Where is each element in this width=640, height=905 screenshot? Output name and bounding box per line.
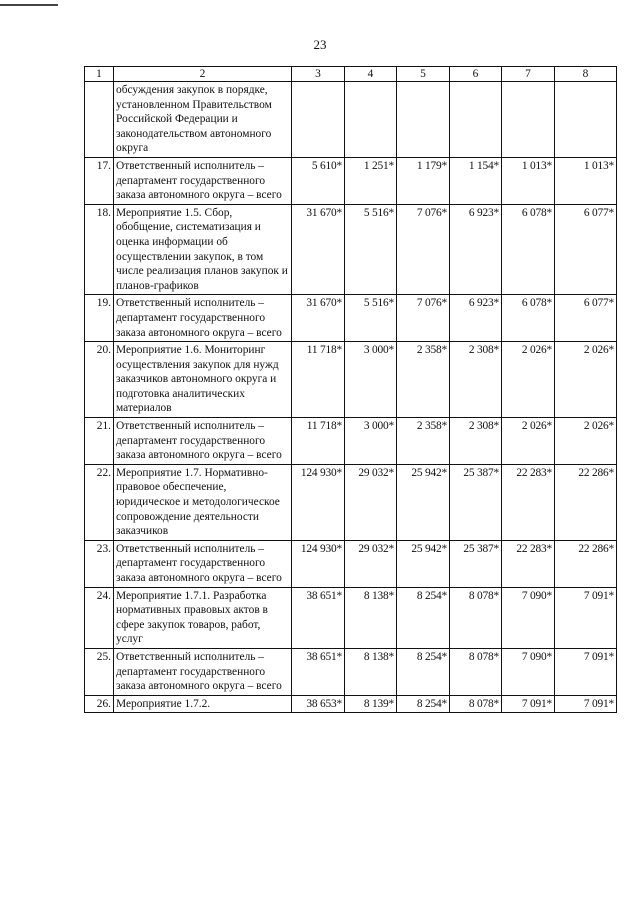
value-col-6: 2 308* [450, 342, 502, 418]
value-col-8: 6 077* [555, 295, 617, 342]
table-row [85, 82, 617, 158]
top-rule [0, 4, 58, 6]
value-col-4: 8 139* [345, 695, 397, 713]
row-description: Ответственный исполнитель – департамент государственного заказа автономного округа – всего [114, 295, 292, 342]
value-col-5 [397, 82, 450, 158]
value-col-7: 2 026* [502, 418, 555, 465]
table-body [85, 82, 617, 713]
value-col-3: 38 651* [292, 587, 345, 648]
col-header-4: 4 [345, 67, 397, 82]
value-col-8: 7 091* [555, 587, 617, 648]
value-col-7: 6 078* [502, 204, 555, 295]
table-row [85, 295, 617, 342]
value-col-5: 7 076* [397, 204, 450, 295]
value-col-8: 2 026* [555, 342, 617, 418]
col-header-7: 7 [502, 67, 555, 82]
value-col-6: 25 387* [450, 464, 502, 540]
row-number: 26. [85, 695, 114, 713]
value-col-5: 2 358* [397, 342, 450, 418]
value-col-8: 7 091* [555, 648, 617, 695]
value-col-4 [345, 82, 397, 158]
table-row [85, 418, 617, 465]
row-number: 18. [85, 204, 114, 295]
row-number: 23. [85, 540, 114, 587]
value-col-8: 2 026* [555, 418, 617, 465]
row-number: 21. [85, 418, 114, 465]
value-col-4: 1 251* [345, 157, 397, 204]
value-col-6 [450, 82, 502, 158]
value-col-4: 5 516* [345, 204, 397, 295]
value-col-4: 3 000* [345, 418, 397, 465]
row-description: Ответственный исполнитель – департамент государственного заказа автономного округа – всего [114, 418, 292, 465]
row-description: Мероприятие 1.6. Мониторинг осуществления закупок для нужд заказчиков автономного округа и подготовка аналитических материалов [114, 342, 292, 418]
row-number: 20. [85, 342, 114, 418]
page-number: 23 [313, 37, 327, 52]
row-description: Мероприятие 1.7.1. Разработка нормативных правовых актов в сфере закупок товаров, работ, услуг [114, 587, 292, 648]
value-col-6: 6 923* [450, 204, 502, 295]
value-col-3: 11 718* [292, 342, 345, 418]
value-col-4: 5 516* [345, 295, 397, 342]
value-col-7: 7 090* [502, 648, 555, 695]
value-col-5: 25 942* [397, 464, 450, 540]
value-col-7: 7 091* [502, 695, 555, 713]
table-row [85, 540, 617, 587]
table-row [85, 342, 617, 418]
value-col-3: 5 610* [292, 157, 345, 204]
value-col-7 [502, 82, 555, 158]
row-description: Мероприятие 1.7.2. [114, 695, 292, 713]
value-col-3: 11 718* [292, 418, 345, 465]
value-col-5: 2 358* [397, 418, 450, 465]
value-col-3: 31 670* [292, 204, 345, 295]
row-number: 25. [85, 648, 114, 695]
row-number: 24. [85, 587, 114, 648]
value-col-5: 25 942* [397, 540, 450, 587]
row-description: обсуждения закупок в порядке, установленном Правительством Российской Федерации и законодательством автономного округа [114, 82, 292, 158]
value-col-3 [292, 82, 345, 158]
value-col-4: 8 138* [345, 648, 397, 695]
table-row [85, 157, 617, 204]
value-col-7: 22 283* [502, 540, 555, 587]
value-col-4: 29 032* [345, 540, 397, 587]
col-header-8: 8 [555, 67, 617, 82]
table-row [85, 464, 617, 540]
table-row [85, 204, 617, 295]
value-col-3: 31 670* [292, 295, 345, 342]
value-col-5: 1 179* [397, 157, 450, 204]
value-col-4: 8 138* [345, 587, 397, 648]
value-col-5: 8 254* [397, 587, 450, 648]
value-col-6: 8 078* [450, 695, 502, 713]
row-description: Ответственный исполнитель – департамент государственного заказа автономного округа – всего [114, 540, 292, 587]
table-header-row [85, 67, 617, 82]
value-col-7: 22 283* [502, 464, 555, 540]
col-header-6: 6 [450, 67, 502, 82]
col-header-1: 1 [85, 67, 114, 82]
value-col-8: 22 286* [555, 540, 617, 587]
value-col-8 [555, 82, 617, 158]
value-col-4: 29 032* [345, 464, 397, 540]
row-number: 19. [85, 295, 114, 342]
value-col-7: 2 026* [502, 342, 555, 418]
row-description: Ответственный исполнитель – департамент государственного заказа автономного округа – всего [114, 648, 292, 695]
value-col-6: 25 387* [450, 540, 502, 587]
value-col-7: 6 078* [502, 295, 555, 342]
value-col-5: 8 254* [397, 648, 450, 695]
row-description: Мероприятие 1.5. Сбор, обобщение, систематизация и оценка информации об осуществлении закупок, в том числе реализация планов закупок и планов-графиков [114, 204, 292, 295]
value-col-6: 2 308* [450, 418, 502, 465]
value-col-8: 1 013* [555, 157, 617, 204]
value-col-5: 8 254* [397, 695, 450, 713]
row-number: 22. [85, 464, 114, 540]
row-number [85, 82, 114, 158]
value-col-8: 22 286* [555, 464, 617, 540]
value-col-6: 1 154* [450, 157, 502, 204]
row-description: Ответственный исполнитель – департамент государственного заказа автономного округа – всего [114, 157, 292, 204]
col-header-2: 2 [114, 67, 292, 82]
value-col-3: 38 653* [292, 695, 345, 713]
value-col-4: 3 000* [345, 342, 397, 418]
row-description: Мероприятие 1.7. Нормативно-правовое обеспечение, юридическое и методологическое сопровождение деятельности заказчиков [114, 464, 292, 540]
value-col-8: 7 091* [555, 695, 617, 713]
value-col-3: 124 930* [292, 540, 345, 587]
value-col-6: 8 078* [450, 587, 502, 648]
program-funding-table [84, 66, 617, 713]
value-col-6: 8 078* [450, 648, 502, 695]
row-number: 17. [85, 157, 114, 204]
value-col-7: 1 013* [502, 157, 555, 204]
col-header-3: 3 [292, 67, 345, 82]
value-col-5: 7 076* [397, 295, 450, 342]
table-row [85, 587, 617, 648]
value-col-3: 124 930* [292, 464, 345, 540]
table-row [85, 648, 617, 695]
table-row [85, 695, 617, 713]
col-header-5: 5 [397, 67, 450, 82]
value-col-8: 6 077* [555, 204, 617, 295]
value-col-3: 38 651* [292, 648, 345, 695]
value-col-7: 7 090* [502, 587, 555, 648]
value-col-6: 6 923* [450, 295, 502, 342]
